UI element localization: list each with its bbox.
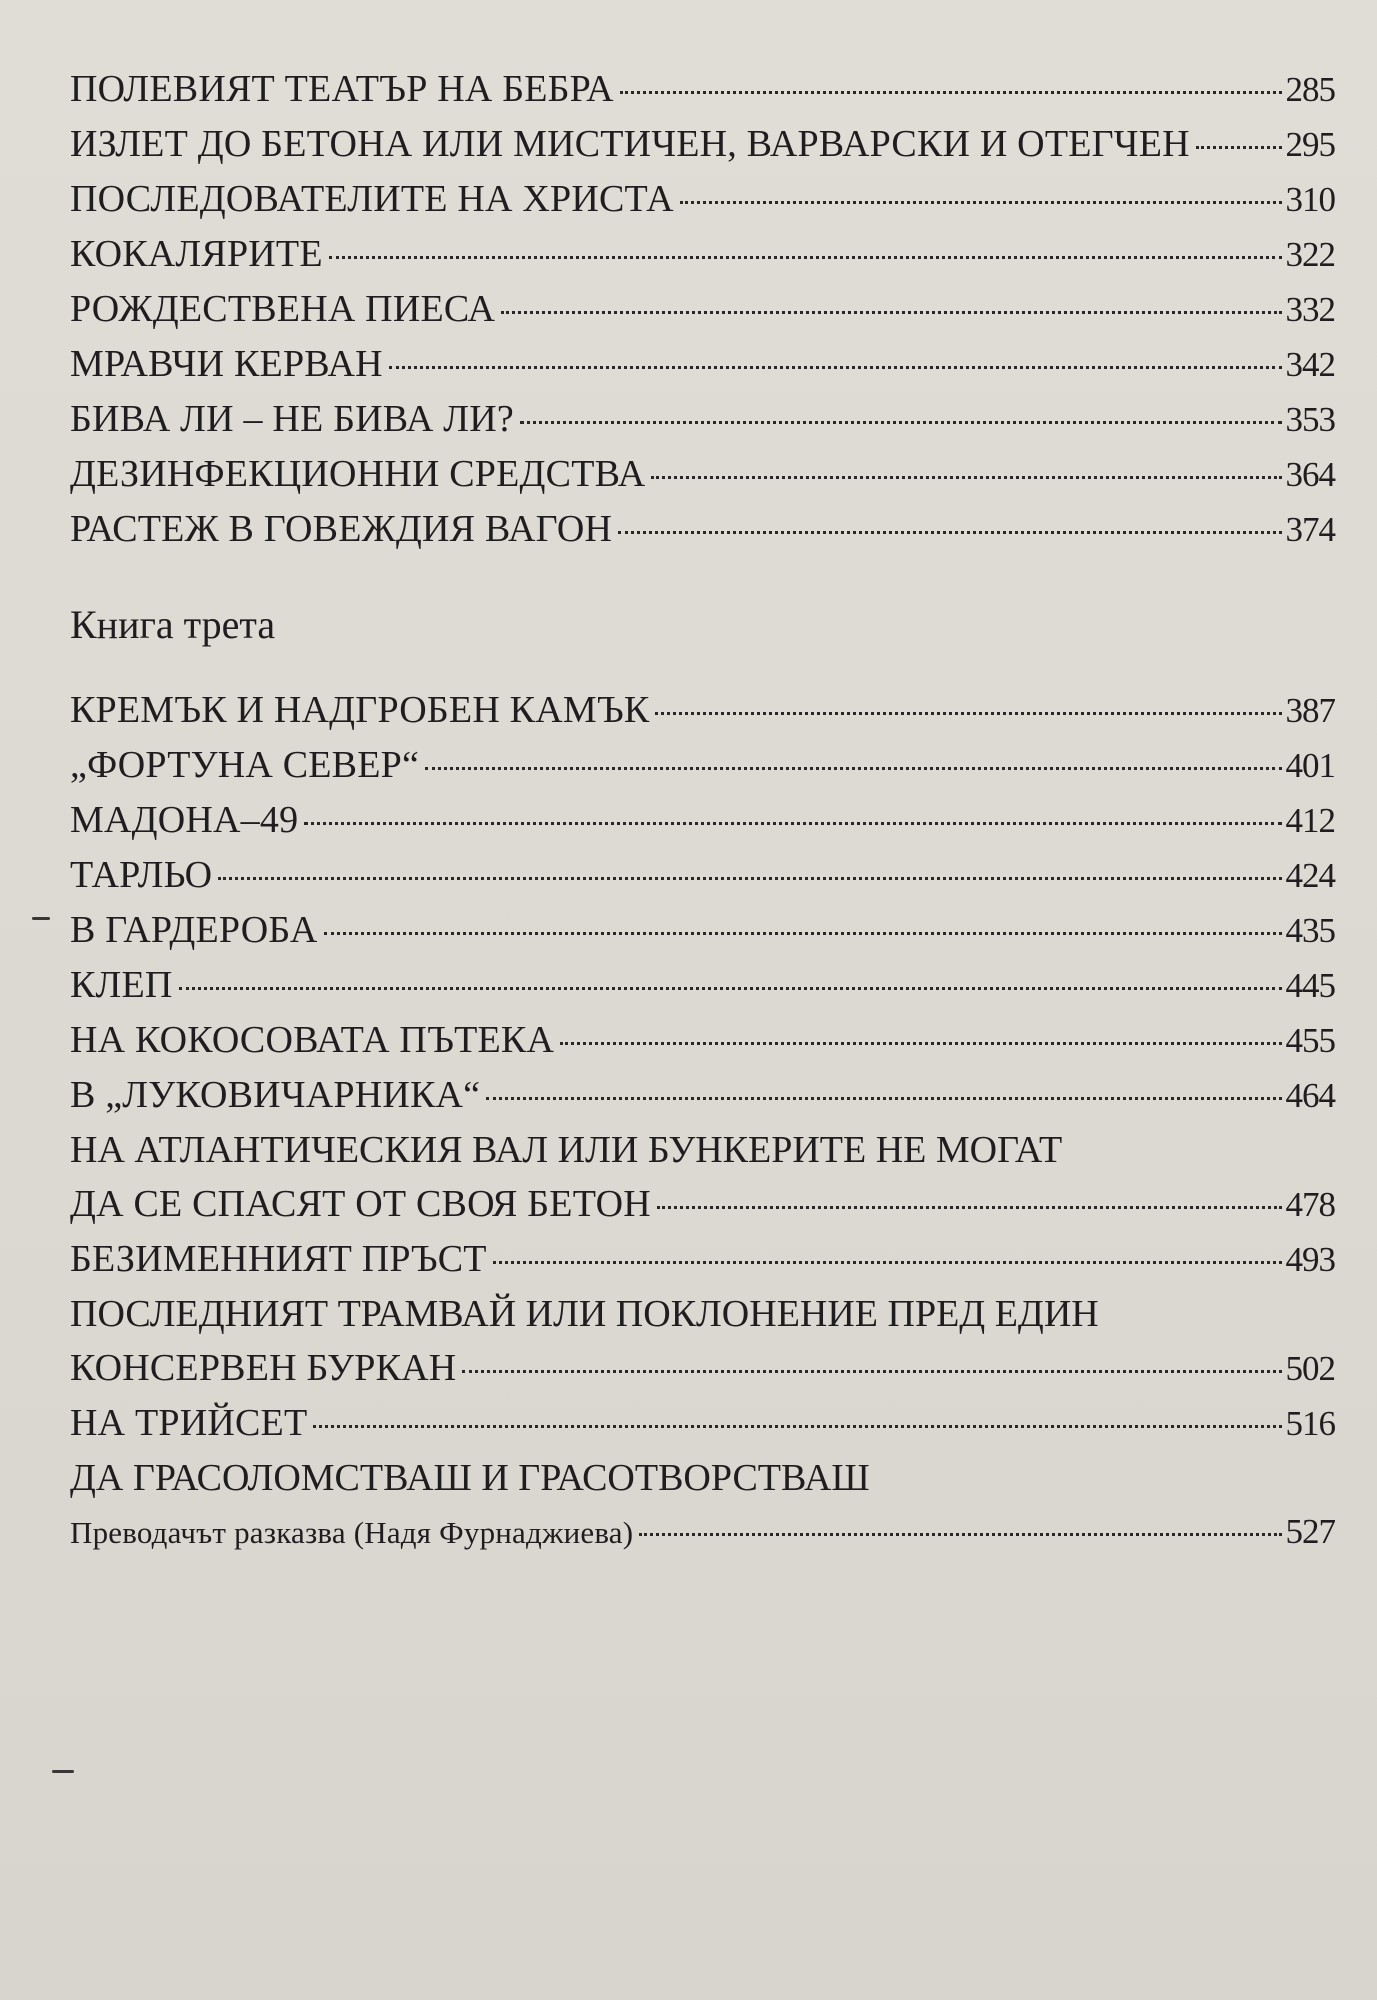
toc-entry-multiline: [70, 1123, 1335, 1232]
toc-entry: [70, 683, 1335, 738]
book-heading: Книга трета: [70, 602, 276, 647]
toc-entry: [70, 117, 1335, 172]
dot-leader: [462, 1370, 1281, 1373]
table-of-contents: [70, 62, 1335, 1560]
entry-page: 342: [1285, 345, 1335, 384]
toc-entry: [70, 1177, 1335, 1232]
dot-leader: [520, 421, 1282, 424]
entry-title: ПОСЛЕДОВАТЕЛИТЕ НА ХРИСТА: [70, 178, 674, 220]
dot-leader: [620, 91, 1282, 94]
entry-title-line2: КОНСЕРВЕН БУРКАН: [70, 1347, 457, 1389]
toc-entry: [70, 62, 1335, 117]
toc-entry-multiline: [70, 1287, 1335, 1396]
entry-page: 516: [1285, 1404, 1335, 1443]
entry-page: 493: [1285, 1240, 1335, 1279]
dot-leader: [179, 987, 1282, 990]
dot-leader: [639, 1533, 1281, 1536]
toc-entry: [70, 903, 1335, 958]
entry-title: В ГАРДЕРОБА: [70, 909, 318, 951]
toc-entry: [70, 1396, 1335, 1451]
dot-leader: [389, 366, 1282, 369]
entry-page: 527: [1285, 1512, 1335, 1551]
toc-entry: [70, 1068, 1335, 1123]
toc-entry: [70, 738, 1335, 793]
entry-page: 412: [1285, 801, 1335, 840]
dot-leader: [651, 476, 1281, 479]
margin-mark: [32, 917, 50, 920]
entry-page: 364: [1285, 455, 1335, 494]
entry-title: В „ЛУКОВИЧАРНИКА“: [70, 1074, 481, 1116]
dot-leader: [1196, 146, 1282, 149]
entry-page: 285: [1285, 70, 1335, 109]
entry-page: 332: [1285, 290, 1335, 329]
toc-entry: [70, 1232, 1335, 1287]
toc-section: [70, 62, 1335, 557]
entry-title: ПОЛЕВИЯТ ТЕАТЪР НА БЕБРА: [70, 68, 614, 110]
toc-entry: [70, 793, 1335, 848]
entry-page: 401: [1285, 746, 1335, 785]
entry-page: 464: [1285, 1076, 1335, 1115]
toc-entry: [70, 1505, 1335, 1560]
entry-page: 478: [1285, 1185, 1335, 1224]
entry-title: НА ТРИЙСЕТ: [70, 1402, 308, 1444]
dot-leader: [657, 1206, 1282, 1209]
entry-title: БИВА ЛИ – НЕ БИВА ЛИ?: [70, 398, 514, 440]
entry-title: КОКАЛЯРИТЕ: [70, 233, 323, 275]
dot-leader: [324, 932, 1282, 935]
entry-page: 353: [1285, 400, 1335, 439]
dot-leader: [329, 256, 1282, 259]
toc-section: [70, 683, 1335, 1560]
toc-entry: [70, 392, 1335, 447]
entry-page: 387: [1285, 691, 1335, 730]
toc-entry: [70, 958, 1335, 1013]
dot-leader: [501, 311, 1281, 314]
toc-entry-multiline: [70, 1451, 1335, 1560]
entry-title: ДЕЗИНФЕКЦИОННИ СРЕДСТВА: [70, 453, 646, 495]
entry-title: МАДОНА–49: [70, 799, 299, 841]
entry-title: КЛЕП: [70, 964, 173, 1006]
entry-page: 435: [1285, 911, 1335, 950]
entry-page: 424: [1285, 856, 1335, 895]
toc-entry: [70, 447, 1335, 502]
dot-leader: [493, 1261, 1282, 1264]
entry-title: „ФОРТУНА СЕВЕР“: [70, 744, 420, 786]
toc-entry: [70, 502, 1335, 557]
entry-title: БЕЗИМЕННИЯТ ПРЪСТ: [70, 1238, 487, 1280]
entry-subtitle: Преводачът разказва (Надя Фурнаджиева): [70, 1515, 634, 1550]
dot-leader: [304, 822, 1281, 825]
toc-entry: [70, 227, 1335, 282]
dot-leader: [560, 1042, 1281, 1045]
entry-title-line2: ДА СЕ СПАСЯТ ОТ СВОЯ БЕТОН: [70, 1183, 651, 1225]
dot-leader: [218, 877, 1281, 880]
entry-page: 295: [1285, 125, 1335, 164]
dot-leader: [618, 531, 1281, 534]
toc-entry: [70, 337, 1335, 392]
entry-title-line1: НА АТЛАНТИЧЕСКИЯ ВАЛ ИЛИ БУНКЕРИТЕ НЕ МОГАТ: [70, 1129, 1063, 1171]
toc-entry: [70, 1013, 1335, 1068]
entry-page: 374: [1285, 510, 1335, 549]
entry-title: ТАРЛЬО: [70, 854, 213, 896]
toc-entry: [70, 282, 1335, 337]
margin-mark: [52, 1770, 74, 1773]
toc-entry: [70, 1341, 1335, 1396]
entry-page: 502: [1285, 1349, 1335, 1388]
entry-title: НА КОКОСОВАТА ПЪТЕКА: [70, 1019, 555, 1061]
entry-title: ИЗЛЕТ ДО БЕТОНА ИЛИ МИСТИЧЕН, ВАРВАРСКИ И ОТЕГЧЕН: [70, 123, 1190, 165]
entry-title-line1: ПОСЛЕДНИЯТ ТРАМВАЙ ИЛИ ПОКЛОНЕНИЕ ПРЕД ЕДИН: [70, 1293, 1099, 1335]
dot-leader: [486, 1097, 1281, 1100]
entry-title: РОЖДЕСТВЕНА ПИЕСА: [70, 288, 496, 330]
entry-title-line1: ДА ГРАСОЛОМСТВАШ И ГРАСОТВОРСТВАШ: [70, 1457, 870, 1499]
dot-leader: [313, 1425, 1281, 1428]
entry-page: 455: [1285, 1021, 1335, 1060]
dot-leader: [680, 201, 1282, 204]
entry-title: МРАВЧИ КЕРВАН: [70, 343, 383, 385]
toc-entry: [70, 172, 1335, 227]
entry-page: 445: [1285, 966, 1335, 1005]
entry-title: РАСТЕЖ В ГОВЕЖДИЯ ВАГОН: [70, 508, 613, 550]
entry-title: КРЕМЪК И НАДГРОБЕН КАМЪК: [70, 689, 650, 731]
entry-page: 322: [1285, 235, 1335, 274]
toc-entry: [70, 848, 1335, 903]
entry-page: 310: [1285, 180, 1335, 219]
dot-leader: [655, 712, 1281, 715]
dot-leader: [425, 767, 1281, 770]
